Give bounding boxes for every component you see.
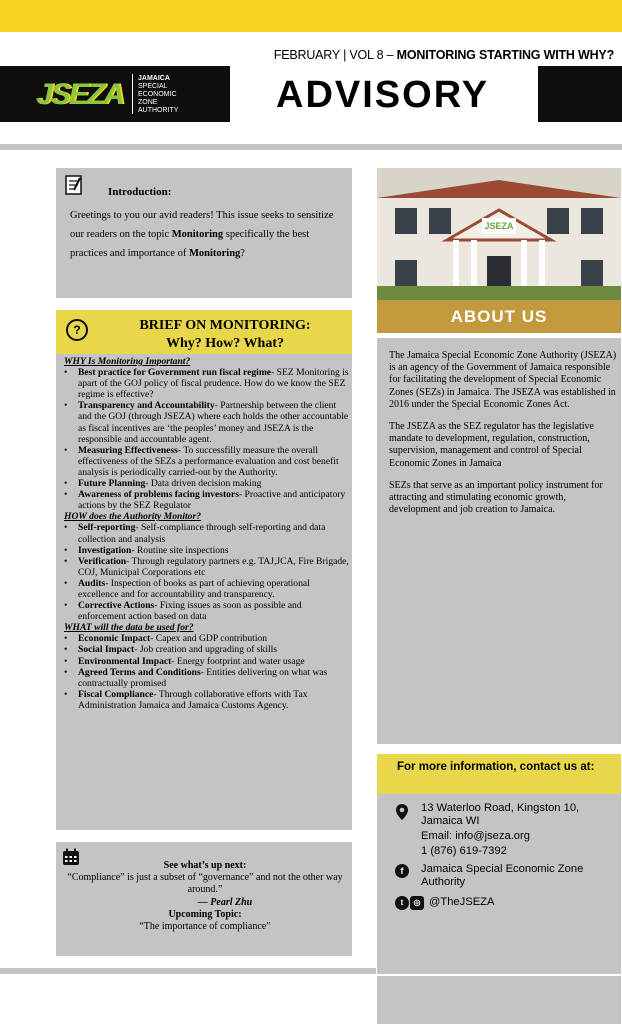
logo-divider (132, 74, 133, 114)
contact-address: 13 Waterloo Road, Kingston 10, Jamaica WI (421, 802, 580, 827)
notepad-icon (64, 174, 84, 196)
contact-email[interactable]: Email: info@jseza.org (421, 830, 530, 842)
instagram-icon[interactable]: ◎ (410, 896, 424, 910)
about-us-label: ABOUT US (377, 300, 621, 333)
top-accent-bar (0, 0, 622, 32)
issue-line (274, 48, 614, 62)
footer-block (377, 976, 621, 1024)
list-item: • Measuring Effectiveness- To successfilly measure the overall effectiveness of the SEZs a performance evaluation and cost benefit analysis is periodically carried-out by the Authority. (64, 445, 350, 478)
list-item: • Social Impact- Job creation and upgrading of skills (64, 644, 350, 655)
question-icon: ? (66, 319, 88, 341)
list-item: • Agreed Terms and Conditions- Entities delivering on what was contractually promised (64, 667, 350, 689)
twitter-icon[interactable]: t (395, 896, 409, 910)
contact-card (377, 794, 621, 968)
about-paragraph: The JSEZA as the SEZ regulator has the legislative mandate to development, regulation, construction, supervision, management and control of Special Economic Zones in Jamaica (389, 421, 594, 469)
list-item: • Economic Impact- Capex and GDP contribution (64, 633, 350, 644)
list-item: • Fiscal Compliance- Through collaborative efforts with Tax Administration Jamaica and Jamaica Customs Agency. (64, 689, 350, 711)
list-item: • Investigation- Routine site inspections (64, 545, 350, 556)
contact-heading: For more information, contact us at: (377, 754, 621, 794)
why-list (64, 367, 350, 511)
what-heading: WHAT will the data be used for? (64, 622, 194, 634)
contact-handle[interactable]: @TheJSEZA (429, 896, 495, 908)
issue-title: MONITORING STARTING WITH WHY? (396, 48, 614, 62)
list-item: • Self-reporting- Self-compliance through self-reporting and data collection and analysis (64, 522, 350, 544)
logo-mark: JSEZA (36, 78, 123, 111)
logo-line: ZONE (138, 99, 158, 106)
list-item: • Future Planning- Data driven decision making (64, 478, 350, 489)
upcoming-topic: “The importance of compliance” (139, 921, 271, 933)
quote-author: — Pearl Zhu (197, 896, 253, 908)
list-item: • Awareness of problems facing investors- Proactive and anticipatory actions by the SEZ Regulator (64, 489, 350, 511)
location-pin-icon (395, 804, 409, 820)
why-heading: WHY Is Monitoring Important? (64, 356, 191, 367)
list-item: • Corrective Actions- Fixing issues as soon as possible and enforcement action based on data (64, 600, 350, 622)
how-heading: HOW does the Authority Monitor? (64, 511, 202, 523)
divider (0, 968, 376, 974)
introduction-heading: Introduction: (108, 186, 172, 198)
quote-text: “Compliance” is just a subset of “governance” and not the other way around.” (67, 872, 343, 896)
about-us-card (377, 338, 621, 744)
brief-subtitle: Why? How? What? (166, 336, 284, 351)
divider (0, 144, 622, 150)
list-item: • Transparency and Accountability- Partnership between the client and the GOJ (through JSEZA) where each holds the other accountable as fiscal incentives are ‘the peoples’ money and JSEZA is the responsible and accountable agent. (64, 400, 350, 444)
logo-line: AUTHORITY (138, 107, 179, 114)
divider (377, 968, 621, 974)
contact-phone[interactable]: 1 (876) 619-7392 (421, 845, 507, 857)
about-us-body (389, 350, 617, 526)
issue-date: FEBRUARY | VOL 8 – (273, 48, 397, 62)
contact-facebook[interactable]: Jamaica Special Economic Zone Authority (421, 863, 584, 888)
title-black-block (538, 66, 622, 122)
logo-line: SPECIAL (138, 83, 168, 90)
list-item: • Best practice for Government run fiscal regime- SEZ Monitoring is apart of the GOJ policy of fiscal prudence. How do we know the SEZ regime is effective? (64, 367, 350, 400)
brief-header (56, 310, 352, 354)
up-next-body (64, 860, 346, 933)
brief-title: BRIEF ON MONITORING: (139, 318, 311, 333)
brief-on-monitoring-card (56, 310, 352, 830)
what-list (64, 633, 350, 711)
up-next-heading: See what’s up next: (163, 860, 247, 871)
how-list (64, 522, 350, 622)
facebook-icon[interactable]: f (395, 864, 409, 878)
jseza-logo (0, 66, 230, 122)
list-item: • Verification- Through regulatory partners e.g. TAJ,JCA, Fire Brigade, COJ, Municipal Corporations etc (64, 556, 350, 578)
introduction-text: Greetings to you our avid readers! This issue seeks to sensitize our readers on the topic Monitoring specifically the best practices and importance of Monitoring? (70, 210, 334, 259)
about-paragraph: The Jamaica Special Economic Zone Authority (JSEZA) is an agency of the Government of Jamaica responsible for facilitating the development of Special Economic Zones (SEZs) in Jamaica. The JSEZA was established in 2016 under the Special Economic Zones Act. (389, 350, 617, 410)
introduction-card (56, 168, 352, 298)
logo-line: JAMAICA (138, 75, 170, 82)
logo-wordmark (138, 75, 178, 115)
building-sign: JSEZA (484, 221, 514, 231)
up-next-card (56, 842, 352, 956)
page-title: ADVISORY (276, 74, 490, 116)
list-item: • Environmental Impact- Energy footprint and water usage (64, 656, 350, 667)
logo-line: ECONOMIC (138, 91, 177, 98)
upcoming-topic-heading: Upcoming Topic: (168, 908, 242, 920)
about-paragraph: SEZs that serve as an important policy instrument for attracting and stimulating economic growth, development and job creation to Jamaica. (389, 479, 603, 516)
list-item: • Audits- Inspection of books as part of achieving operational excellence and for accountability and transparency. (64, 578, 350, 600)
brief-body (64, 356, 350, 711)
